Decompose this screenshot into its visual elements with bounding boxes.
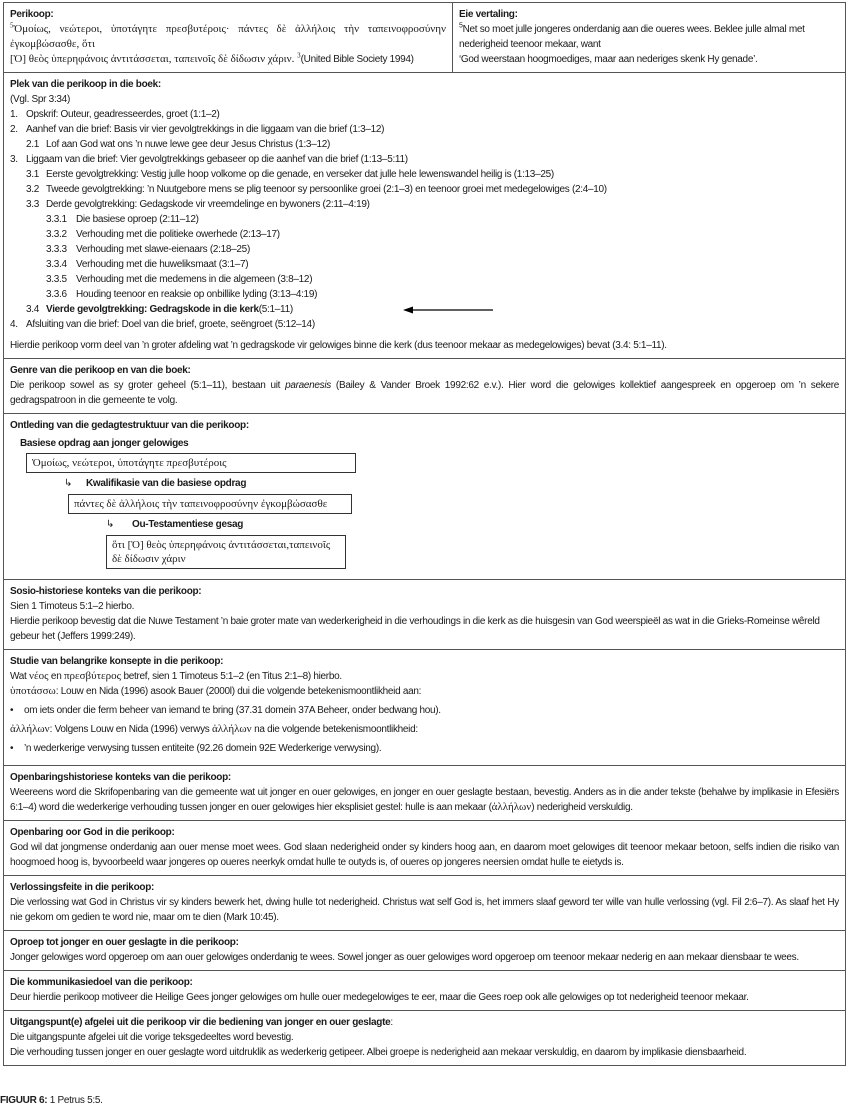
outline-item: 3. Liggaam van die brief: Vier gevolgtrekkings gebaseer op die aanhef van die brief (1:13–5:11) (10, 154, 408, 165)
perikoop-heading: Perikoop: (10, 9, 54, 20)
row-sosio (4, 579, 845, 649)
studie-line1: Wat νέος en πρεσβύτερος betref, sien 1 Timoteus 5:1–2 (en Titus 2:1–8) hierbo. (10, 670, 342, 682)
row-perikoop-vertaling (4, 3, 845, 72)
row-uitgangspunt (4, 1010, 845, 1065)
kommunikasie-heading: Die kommunikasiedoel van die perikoop: (10, 977, 193, 988)
row-plek (4, 72, 845, 358)
structure-label-1: Basiese opdrag aan jonger gelowiges (20, 438, 189, 449)
structure-box-3: ὅτι [Ὁ] θεὸς ὑπερηφάνοις ἀντιτάσσεται,ταπεινοῖς δὲ δίδωσιν χάριν (106, 535, 346, 569)
structure-box-1: Ὁμοίως, νεώτεροι, ὑποτάγητε πρεσβυτέροις (26, 453, 356, 473)
row-ontleding (4, 413, 845, 579)
genre-text: Die perikoop sowel as sy groter geheel (5:1–11), bestaan uit paraenesis (Bailey & Vander Broek 1992:62 e.v.). Hier word die gelowiges kollektief aangespreek en opgeroep om ’n sekere gedragspatroon in die gemeente te volg. (10, 380, 839, 406)
verlossing-text: Die verlossing wat God in Christus vir sy kinders bewerk het, dwing hulle tot nederigheid. Christus wat self God is, het immers slaaf geword ter wille van hulle verlossing (vgl. Fil 2:6–7). As slaaf het Hy nie gekom om gedien te word nie, maar om te dien (Mark 10:45). (10, 897, 839, 923)
uitgangspunt-line2: Die verhouding tussen jonger en ouer geslagte word uitdruklik as wederkerig getipeer. Albei groepe is nederigheid aan mekaar verskuldig, en daarom by implikasie diensbaarheid. (10, 1047, 747, 1058)
vertaling-text: $^5$Net so moet julle jongeres onderdanig aan die oueres wees. Beklee julle almal met nederigheid teenoor mekaar, want (459, 22, 805, 50)
perikoop-greek: $^5$Ὁμοίως, νεώτεροι, ὑποτάγητε πρεσβυτέροις· πάντες δὲ ἀλλήλοις τὴν ταπεινοφροσύνην ἐγκομβώσασθε, ὅτι (10, 21, 446, 50)
sosio-line2: Hierdie perikoop bevestig dat die Nuwe Testament ’n baie groter mate van wederkerigheid in die verhoudings in die kerk as die huisgesin van God weerspieël as wat in die Grieks-Romeinse wêreld gebeur het (Jeffers 1999:249). (10, 616, 820, 642)
structure-label-2: Kwalifikasie van die basiese opdrag (86, 478, 247, 489)
outline-item: 3.3.3 Verhouding met slawe-eienaars (2:18–25) (46, 244, 250, 255)
sosio-line1: Sien 1 Timoteus 5:1–2 hierbo. (10, 601, 135, 612)
outline-item: 3.3.2 Verhouding met die politieke owerhede (2:13–17) (46, 229, 280, 240)
uitgangspunt-line1: Die uitgangspunte afgelei uit die vorige teksgedeeltes word bevestig. (10, 1032, 294, 1043)
openbaring-god-heading: Openbaring oor God in die perikoop: (10, 827, 175, 838)
row-genre (4, 358, 845, 413)
ontleding-heading: Ontleding van die gedagtestruktuur van die perikoop: (10, 420, 249, 431)
cell-perikoop (4, 3, 453, 72)
elbow-arrow-icon: ↳ (64, 478, 73, 489)
structure-label-3: Ou-Testamentiese gesag (132, 519, 244, 530)
kommunikasie-text: Deur hierdie perikoop motiveer die Heilige Gees jonger gelowiges om hulle ouer medegelowiges te eer, maar die Gees roep ook alle gelowiges op tot nederigheid teenoor mekaar. (10, 992, 749, 1003)
sosio-heading: Sosio-historiese konteks van die perikoop: (10, 586, 202, 597)
outline-item: 3.1 Eerste gevolgtrekking: Vestig julle hoop volkome op die genade, en verseker dat julle hele lewenswandel heilig is (1:13–25) (26, 169, 554, 180)
structure-box-2: πάντες δὲ ἀλλήλοις τὴν ταπεινοφροσύνην ἐγκομβώσασθε (68, 494, 352, 514)
studie-line2: ὑποτάσσω: Louw en Nida (1996) asook Bauer (2000l) dui die volgende betekenismoontlikheid aan: (10, 685, 422, 697)
studie-heading: Studie van belangrike konsepte in die perikoop: (10, 656, 224, 667)
vertaling-heading: Eie vertaling: (459, 9, 518, 20)
openbaringshist-text: Weereens word die Skrifopenbaring van die gemeente wat uit jonger en ouer gelowiges, en jonger en ouer geslagte bestaan, bevestig. Anders as in die ander tekste (behalwe by implikasie in Efesiërs 6:1–4) word die wederkerige verhouding tussen jonger en ouer gelowiges hier eksplisiet gestel: hulle is aan mekaar (ἀλλήλων) nederigheid verskuldig. (10, 787, 839, 813)
outline-item-3-4: 3.4 Vierde gevolgtrekking: Gedragskode in die kerk (5:1–11) (10, 302, 839, 317)
exegesis-table (3, 2, 846, 1066)
row-studie (4, 649, 845, 765)
outline-item: 1. Opskrif: Outeur, geadresseerdes, groet (1:1–2) (10, 109, 220, 120)
openbaringshist-heading: Openbaringshistoriese konteks van die perikoop: (10, 772, 231, 783)
row-verlossing (4, 875, 845, 930)
plek-heading: Plek van die perikoop in die boek: (10, 79, 161, 90)
plek-ref: (Vgl. Spr 3:34) (10, 94, 70, 105)
outline-item: 3.3 Derde gevolgtrekking: Gedagskode vir vreemdelinge en bywoners (2:11–4:19) (26, 199, 370, 210)
outline-item: 3.3.4 Verhouding met die huweliksmaat (3:1–7) (46, 259, 249, 270)
outline-item: 3.3.5 Verhouding met die medemens in die algemeen (3:8–12) (46, 274, 313, 285)
outline-item: 2. Aanhef van die brief: Basis vir vier gevolgtrekkings in die liggaam van die brief (1:3–12) (10, 124, 385, 135)
outline-item: 3.2 Tweede gevolgtrekking: ’n Nuutgebore mens se plig teenoor sy persoonlike groei (2:1–3) en teenoor groei met medegelowiges (2:4–10) (26, 184, 607, 195)
verlossing-heading: Verlossingsfeite in die perikoop: (10, 882, 155, 893)
row-kommunikasie (4, 970, 845, 1010)
bullet-item: • ’n wederkerige verwysing tussen entiteite (92.26 domein 92E Wederkerige verwysing). (10, 743, 382, 754)
row-openbaring-god (4, 820, 845, 875)
oproep-heading: Oproep tot jonger en ouer geslagte in die perikoop: (10, 937, 239, 948)
studie-line3: ἀλλήλων: Volgens Louw en Nida (1996) verwys ἀλλήλων na die volgende betekenismoontlikheid: (10, 723, 418, 735)
row-openbaringshist (4, 765, 845, 820)
cell-vertaling (453, 3, 845, 72)
vertaling-quote: ‘God weerstaan hoogmoediges, maar aan nederiges skenk Hy genade’. (459, 54, 758, 65)
outline-item: 2.1 Lof aan God wat ons ’n nuwe lewe gee deur Jesus Christus (1:3–12) (26, 139, 331, 150)
outline-list (10, 107, 839, 302)
bullet-icon: • (10, 743, 14, 754)
row-oproep (4, 930, 845, 970)
uitgangspunt-heading: Uitgangspunt(e) afgelei uit die perikoop vir die bediening van jonger en ouer geslagte: (10, 1017, 393, 1028)
outline-item-4: 4. Afsluiting van die brief: Doel van die brief, groete, seëngroet (5:12–14) (10, 319, 315, 330)
openbaring-god-text: God wil dat jongmense onderdanig aan ouer mense moet wees. God slaan nederigheid onder sy kinders hoog aan, en daarom moet gelowiges dit teenoor mekaar betoon, selfs indien die risiko van hoogmoed hoog is, byvoorbeeld waar jongeres op oueres neerkyk omdat hulle te outyds is, of oueres op jongeres neersien omdat hulle te eietyds is. (10, 842, 839, 868)
arrow-left-icon (403, 306, 493, 314)
figure-caption: FIGUUR 6: 1 Petrus 5:5. (0, 1095, 103, 1106)
plek-summary: Hierdie perikoop vorm deel van ’n groter afdeling wat ’n gedragskode vir gelowiges binne die kerk (dus teenoor mekaar as medegelowiges) bevat (3.4: 5:1–11). (10, 340, 667, 351)
bullet-item: • om iets onder die ferm beheer van iemand te bring (37.31 domein 37A Beheer, onder bedwang hou). (10, 705, 441, 716)
outline-item: 3.3.6 Houding teenoor en reaksie op onbillike lyding (3:13–4:19) (46, 289, 318, 300)
elbow-arrow-icon: ↳ (106, 519, 115, 530)
bullet-icon: • (10, 705, 14, 716)
oproep-text: Jonger gelowiges word opgeroep om aan ouer gelowiges onderdanig te wees. Sowel jonger as ouer gelowiges word opgeroep om teenoor mekaar nederig en aan mekaar diensbaar te wees. (10, 952, 799, 963)
outline-item: 3.3.1 Die basiese oproep (2:11–12) (46, 214, 199, 225)
genre-heading: Genre van die perikoop en van die boek: (10, 365, 191, 376)
perikoop-greek-quote: [Ὁ] θεὸς ὑπερηφάνοις ἀντιτάσσεται, ταπεινοῖς δὲ δίδωσιν χάριν. $^3$(United Bible Society 1994) (10, 51, 414, 65)
